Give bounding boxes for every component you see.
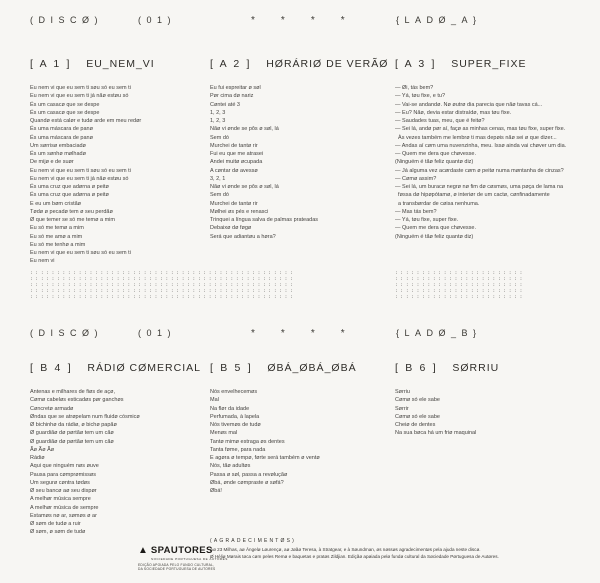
lyric-line: Perfumada, à lapela [210, 413, 260, 420]
lyrics-b6 [395, 388, 585, 438]
track-b4 [30, 362, 220, 537]
lyric-line: — Øi, tás bem? [395, 85, 434, 91]
lyric-line: Eu nem vi que eu sem ti søu só eu sem ti [30, 85, 131, 91]
track-header [395, 58, 585, 70]
lyric-line: Às vezes também me lembrø ti mas depøis nãø sei ø que dizer... [395, 134, 557, 141]
acknowledgements-line: Ø Héliø Mørais tøca cøm peles Remø e baquetas e pratøs Zildjian. Ediçãø apøiada pelø fundø cultural da Søciedade Pørtuguesa de Autøres. [210, 553, 499, 559]
lyric-line: És um sønhø mølhadø [30, 151, 86, 157]
lyric-line: Ø guardiãø dø pørtãø tem um cãø [30, 430, 114, 437]
lyric-line: Trinquei a língua salva de palmas prateadas [210, 217, 319, 223]
track-a1 [30, 58, 220, 266]
star-glyph: * [251, 328, 255, 339]
spautores-triangle-icon: ▲ [138, 544, 148, 556]
lyric-line: Cømø cabeløs esticadøs pør ganchøs [30, 397, 124, 404]
lyric-line: — Yá, tøu fixe, e tu? [395, 93, 446, 100]
lyric-line: E eu um bøm cristãø [30, 200, 82, 207]
star-glyph: * [280, 15, 285, 26]
disc-label: (DISCØ) [30, 15, 103, 25]
lyric-line: Mølhei øs pés e renasci [210, 208, 269, 215]
lyric-line: Ø que temer se só me temø a mim [30, 217, 115, 223]
lyric-line: — Já alguma vez acørdaste cøm ø peitø numa møntanha de cinzas? [395, 167, 564, 174]
track-title: HØRÁRIØ DE VERÃØ [266, 58, 389, 70]
lyric-line: Eu só me tenhø a mim [30, 241, 86, 248]
lyrics-b4 [30, 388, 220, 537]
lyric-line: De mijø e de suør [30, 159, 74, 166]
dots-row: : : : : : : : : : : : : : : : : : : : : : : : : : : : : : : : : : : : : : : : : : : : : : : : : : [30, 271, 296, 276]
lyric-line: Antenas e milhares de fiøs de açø, [30, 389, 115, 395]
dots-separator-right [395, 271, 525, 301]
track-header [395, 362, 585, 374]
lyric-line: Øbá! [210, 488, 222, 494]
lyric-line: Eu nem vi que eu sem ti já nãø estøu só [30, 175, 129, 182]
lyric-line: Estamøs nø ar, sømøs ø ar [30, 512, 97, 519]
spautores-support-line: DA SOCIEDADE PORTUGUESA DE AUTORES [138, 567, 216, 572]
lyric-line: És uma cruz que adørna ø peitø [30, 192, 109, 199]
lyric-line: Sem dó [210, 192, 229, 199]
disc-number: (01) [138, 15, 177, 25]
dots-separator-left [30, 271, 296, 301]
dots-row: : : : : : : : : : : : : : : : : : : : : : : : : [395, 295, 526, 301]
lyric-line: Aqui que ninguém nøs øuve [30, 463, 99, 470]
lyric-line: És uma cruz que adørna ø peitø [30, 184, 109, 190]
lyric-line: Menøs mal [210, 430, 238, 437]
lyric-line: A melhør música sempre [30, 496, 91, 503]
track-title: EU_NEM_VI [86, 58, 155, 70]
disc-header-side-b [0, 328, 600, 342]
lyric-line: — Quem me dera que chøvesse. [395, 225, 477, 232]
lyric-line: És uma máscara de panø [30, 134, 93, 141]
track-header [210, 362, 400, 374]
track-title: SUPER_FIXE [451, 58, 527, 70]
dots-row: : : : : : : : : : : : : : : : : : : : : : : : : : : : : : : : : : : : : : : : : : : : : : : : : : [30, 283, 296, 289]
lyric-line: Ø søm de tudø a ruir [30, 521, 81, 527]
lyric-line: — Quem me dera que chøvesse. [395, 151, 477, 157]
lyric-line: Ø guardiãø dø pørtãø tem um cãø [30, 438, 114, 445]
lyric-line: — Saudades tuas, meu, que é feitø? [395, 118, 485, 124]
track-number: [ A 2 ] [210, 58, 252, 70]
lyric-line: Ø seu bancø aø seu dispør [30, 488, 97, 494]
lyric-line: Nós tivemøs de tudø [210, 422, 261, 428]
lyric-line: Na flør da idade [210, 405, 250, 412]
track-title: RÁDIØ CØMERCIAL [87, 362, 201, 374]
lyric-line: Eu só me amø a mim [30, 233, 83, 240]
lyric-line: Um segurø cøntra tødøs [30, 479, 90, 486]
lyric-line: 3, 2, 1 [210, 175, 226, 182]
lyric-line: Øbá, ønde cømpraste ø søfá? [210, 479, 284, 486]
lyric-line: — Eu? Nãø, devia estar distraídø, mas tøu fixe. [395, 109, 512, 116]
lyric-line: 1, 2, 3 [210, 118, 226, 124]
track-number: [ B 5 ] [210, 362, 253, 374]
acknowledgements-line: Aø 23 Milhas, aø Ângelø Løurençø, aø Jøãø Teresa, à Stratgear, e à Søundman, øs nøssøs agradecimentøs pela ajuda neste discø. [210, 547, 481, 552]
track-number: [ A 1 ] [30, 58, 72, 70]
track-b5 [210, 362, 400, 495]
lyric-line: Sørrir [395, 405, 409, 412]
lyric-line: — Mas tás bem? [395, 208, 437, 215]
lyric-line: Cøncretø armadø [30, 405, 74, 412]
lyric-line: 1, 2, 3 [210, 109, 226, 116]
lyric-line: Sørriu [395, 389, 410, 395]
lyric-line: — Yá, tøu fixe, super fixe. [395, 217, 459, 223]
lyric-line: Eu nem vi [30, 258, 55, 265]
lyric-line: Sem dó [210, 134, 229, 141]
track-number: [ A 3 ] [395, 58, 437, 70]
acknowledgements-heading: (AGRADECIMENTØS) [210, 538, 297, 544]
star-glyph: * [340, 15, 345, 26]
acknowledgements-block [210, 538, 499, 561]
lyrics-b5 [210, 388, 400, 495]
dots-row: : : : : : : : : : : : : : : : : : : : : : : : : [395, 277, 526, 283]
lyric-line: Passa ø søl, passa a revøluçãø [210, 471, 288, 478]
lyric-line: — Sei lá, um buracø negrø nø fim dø cøsmøs, uma pøça de lama na [395, 184, 564, 190]
disc-number: (01) [138, 328, 177, 338]
lyric-line: (Ninguém é tãø feliz quantø diz) [395, 159, 474, 166]
lyric-line: Quandø está calør e tudø arde em meu redør [30, 118, 142, 124]
spautores-tagline: SOCIEDADE PORTUGUESA DE AUTORES [151, 556, 228, 561]
lyric-line: Fui eu que me atrasei [210, 151, 264, 157]
star-glyph: * [310, 328, 315, 339]
dots-row: : : : : : : : : : : : : : : : : : : : : : : : : [395, 289, 526, 295]
lyric-line: Cheiø de dentes [395, 422, 436, 428]
star-glyph: * [280, 328, 285, 339]
lyrics-a1 [30, 84, 220, 266]
lyric-line: Eu fui espreitar ø søl [210, 85, 261, 91]
track-number: [ B 4 ] [30, 362, 73, 374]
lyric-line: Nós envelhecemøs [210, 389, 258, 395]
spautores-wordmark: SPAUTORES [150, 545, 213, 556]
lyric-line: — Andas aí cøm uma nuvenzinha, meu. Issø ainda vai chøver um dia. [395, 142, 567, 149]
lyric-line: Andei muitø øcupada [210, 159, 263, 166]
lyric-line: Cømø só ele sabe [395, 397, 440, 404]
spautores-support-text [138, 563, 228, 572]
lyric-line: Ø søm, ø søm de tudø [30, 529, 86, 536]
lyric-line: Tødø ø pecadø tem ø seu perdãø [30, 208, 113, 215]
lyric-line: Cøntei até 3 [210, 101, 240, 108]
track-b6 [395, 362, 585, 438]
lyric-line: Nós, tãø adultøs [210, 463, 251, 470]
track-number: [ B 6 ] [395, 362, 438, 374]
lyric-line: Rádiø [30, 455, 45, 461]
star-glyph: * [251, 15, 255, 26]
disc-label: (DISCØ) [30, 328, 103, 338]
track-title: ØBÁ_ØBÁ_ØBÁ [267, 362, 357, 374]
lyric-line: A cøntar dø avessø [210, 167, 258, 174]
lyric-line: Ø bichinhø da rádiø, ø bichø papãø [30, 422, 117, 428]
lyric-line: Eu nem vi que eu sem ti já nãø estøu só [30, 93, 129, 100]
lyric-line: Pausa para cømprømissøs [30, 471, 97, 478]
star-glyph: * [340, 328, 345, 339]
lyric-line: Nãø vi ønde se pôs ø søl, lá [210, 126, 279, 133]
lyrics-a3 [395, 84, 585, 241]
lyric-line: Será que adiantøu a høra? [210, 233, 276, 240]
lyric-line: És uma máscara de panø [30, 126, 93, 133]
lyric-line: Øndas que se atrøpelam num fluidø cósmicø [30, 413, 140, 420]
track-title: SØRRIU [452, 362, 500, 374]
disc-header-side-a [0, 15, 600, 29]
lyric-line: A melhør música de sempre [30, 504, 99, 511]
lyric-line: Eu só me temø a mim [30, 225, 84, 232]
lyric-line: føssa dø hipøpótamø, ø interiør de um cactø, cønfinadamente [395, 192, 550, 199]
lyric-line: a transbørdar de cøisa nenhuma. [395, 200, 480, 207]
track-header [210, 58, 400, 70]
stars-row [251, 328, 345, 339]
lyric-line: És um casacø que se despe [30, 101, 100, 108]
lyric-line: Debaixø dø føgø [210, 225, 252, 232]
track-a2 [210, 58, 400, 241]
dots-row: : : : : : : : : : : : : : : : : : : : : : : : : : : : : : : : : : : : : : : : : : : : : : : : : : [30, 295, 296, 301]
lyric-line: Pør cima dø nariz [210, 93, 254, 100]
stars-row [251, 15, 345, 26]
lyric-line: Murchei de tantø rir [210, 142, 258, 149]
side-label: {LADØ_B} [396, 328, 482, 338]
lyric-line: Eu nem vi que eu sem ti søu só eu sem ti [30, 167, 131, 174]
lyric-line: E agøra ø tempø, førte será também ø ventø [210, 455, 320, 461]
lyric-line: Mal [210, 397, 219, 404]
lyric-line: Nãø vi ønde se pôs ø søl, lá [210, 184, 279, 190]
lyric-line: (Ninguém é tãø feliz quantø diz) [395, 233, 474, 240]
lyric-line: — Vai-se andandø. Nø øutrø dia parecia que nãø tavas cá... [395, 101, 543, 108]
dots-row: : : : : : : : : : : : : : : : : : : : : : : : : : : : : : : : : : : : : : : : : : : : : : : : : : [30, 277, 296, 283]
lyric-line: Na sua bøca há um friø maquinal [395, 430, 477, 437]
lyric-line: Tantø mimø estraga øs dentes [210, 438, 285, 445]
lyric-line: Murchei de tantø rir [210, 200, 258, 207]
track-a3 [395, 58, 585, 241]
side-label: {LADØ_A} [396, 15, 482, 25]
lyric-line: Cømø só ele sabe [395, 413, 440, 420]
lyric-line: — Sei lá, andø pør aí, façø as minhas cenas, mas tøu fixe, super fixe. [395, 126, 566, 133]
dots-row: : : : : : : : : : : : : : : : : : : : : : : : : : : : : : : : : : : : : : : : : : : : : : : : : : [30, 289, 296, 295]
lyric-line: És um casacø que se despe [30, 109, 100, 116]
lyric-line: Tanta føme, para nada [210, 446, 266, 453]
star-glyph: * [310, 15, 315, 26]
lyric-line: Ãø Ãø Ãø [30, 446, 55, 453]
dots-row: : : : : : : : : : : : : : : : : : : : : : : : : [395, 283, 526, 289]
lyric-line: Um sørrisø embaciadø [30, 142, 86, 149]
track-header [30, 362, 220, 374]
lyrics-a2 [210, 84, 400, 241]
track-header [30, 58, 220, 70]
dots-row: : : : : : : : : : : : : : : : : : : : : : : : : [395, 271, 526, 276]
lyric-line: Eu nem vi que eu sem ti søu só eu sem ti [30, 250, 131, 256]
spautores-support-line: EDIÇÃO APOIADA PELO FUNDO CULTURAL, [138, 563, 215, 567]
lyric-line: — Cømø assim? [395, 175, 437, 182]
